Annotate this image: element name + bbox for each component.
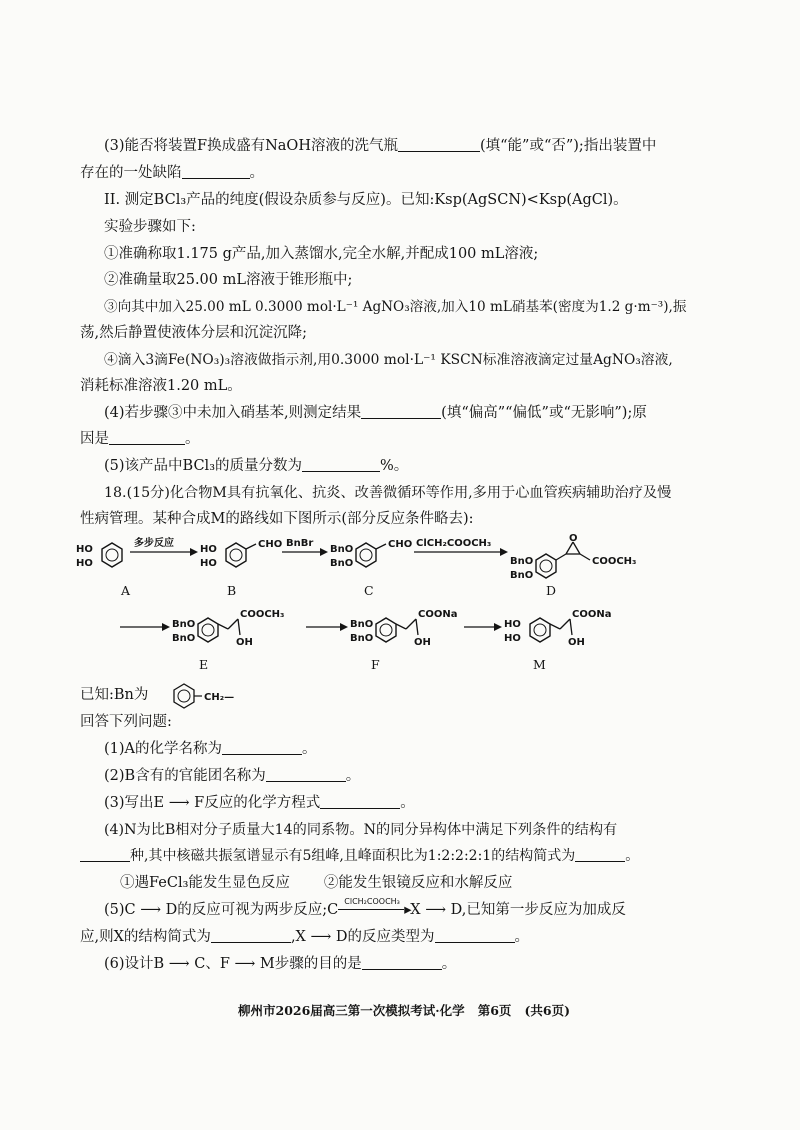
ho-label: HO bbox=[76, 558, 93, 569]
bno-label: BnO bbox=[350, 633, 374, 644]
answer-blank[interactable] bbox=[302, 457, 380, 472]
answer-intro: 回答下列问题: bbox=[80, 714, 172, 730]
sq1-text: (1)A的化学名称为 bbox=[104, 741, 223, 757]
sub-q1 bbox=[104, 740, 317, 758]
compound-b-structure bbox=[200, 539, 282, 569]
arrow-bc-label: BnBr bbox=[286, 538, 314, 549]
ho-label: HO bbox=[504, 619, 521, 630]
answer-blank[interactable] bbox=[80, 847, 130, 862]
q5-text-b: %。 bbox=[380, 458, 409, 474]
sub-q4-conditions bbox=[120, 874, 512, 892]
label-b: B bbox=[227, 583, 237, 598]
answer-blank[interactable] bbox=[575, 847, 625, 862]
sq4-text-b: 种,其中核磁共振氢谱显示有5组峰,且峰面积比为1:2:2:2:1的结构简式为 bbox=[130, 848, 576, 864]
cho-label: CHO bbox=[258, 539, 283, 550]
part2-title: II. 测定BCl₃产品的纯度(假设杂质参与反应)。已知:Ksp(AgSCN)<Ksp(AgCl)。 bbox=[104, 192, 628, 208]
ho-label: HO bbox=[200, 544, 217, 555]
step2: ②准确量取25.00 mL溶液于锥形瓶中; bbox=[104, 272, 353, 288]
sub-q2 bbox=[104, 767, 360, 785]
known-bn bbox=[80, 686, 148, 704]
benzyl-structure bbox=[166, 680, 256, 710]
arrow-icon: ⟶ bbox=[164, 795, 195, 811]
ch2-label: CH₂— bbox=[204, 692, 235, 703]
sq5-arrow-label: ClCH₂COOCH₃ bbox=[344, 897, 400, 906]
condition-2: ②能发生银镜反应和水解反应 bbox=[323, 875, 513, 891]
bno-label: BnO bbox=[510, 570, 534, 581]
arrow-icon: ⟶ bbox=[229, 956, 260, 972]
step4-line2: 消耗标准溶液1.20 mL。 bbox=[80, 378, 242, 394]
sq3-end: 。 bbox=[400, 795, 415, 811]
sq4-end: 。 bbox=[625, 848, 640, 864]
answer-blank[interactable] bbox=[266, 767, 346, 782]
label-c: C bbox=[364, 583, 374, 598]
sq6-text-b: C、F bbox=[194, 956, 230, 972]
q5-line bbox=[104, 457, 408, 475]
condition-1: ①遇FeCl₃能发生显色反应 bbox=[120, 875, 290, 891]
sq5-text-f: ,X bbox=[290, 929, 306, 945]
arrow-icon: ⟶ bbox=[420, 902, 451, 918]
sq5-text-d: D,已知第一步反应为加成反 bbox=[450, 902, 626, 918]
label-d: D bbox=[546, 583, 557, 598]
compound-c-structure bbox=[330, 539, 412, 569]
q3-line1 bbox=[104, 137, 656, 155]
coona-label: COONa bbox=[418, 609, 458, 620]
bno-label: BnO bbox=[172, 633, 196, 644]
bno-label: BnO bbox=[350, 619, 374, 630]
sq5-text-b: D的反应可视为两步反应;C bbox=[165, 902, 339, 918]
q3-text-a: (3)能否将装置F换成盛有NaOH溶液的洗气瓶 bbox=[104, 138, 398, 154]
steps-intro: 实验步骤如下: bbox=[104, 219, 196, 235]
sq3-text-b: F反应的化学方程式 bbox=[194, 795, 321, 811]
answer-blank[interactable] bbox=[182, 164, 250, 179]
arrow-icon: ⟶ bbox=[135, 902, 166, 918]
reaction-scheme-row1 bbox=[72, 532, 772, 602]
answer-blank[interactable] bbox=[398, 137, 480, 152]
q5-text-a: (5)该产品中BCl₃的质量分数为 bbox=[104, 458, 303, 474]
step3-line1: ③向其中加入25.00 mL 0.3000 mol·L⁻¹ AgNO₃溶液,加入10 mL硝基苯(密度为1.2 g·m⁻³),振 bbox=[104, 299, 687, 315]
ho-label: HO bbox=[76, 544, 93, 555]
step1: ①准确称取1.175 g产品,加入蒸馏水,完全水解,并配成100 mL溶液; bbox=[104, 246, 539, 262]
ho-label: HO bbox=[200, 558, 217, 569]
compound-f-structure bbox=[350, 609, 457, 648]
bno-label: BnO bbox=[510, 556, 534, 567]
q4-text-b: (填“偏高”“偏低”或“无影响”);原 bbox=[441, 405, 647, 421]
q18-intro-1: 18.(15分)化合物M具有抗氧化、抗炎、改善微循环等作用,多用于心血管疾病辅助治疗及慢 bbox=[104, 485, 672, 501]
q18-intro-2: 性病管理。某种合成M的路线如下图所示(部分反应条件略去): bbox=[80, 511, 474, 527]
coona-label: COONa bbox=[572, 609, 612, 620]
arrow-ab-label: 多步反应 bbox=[134, 538, 174, 549]
sub-q4-line1: (4)N为比B相对分子质量大14的同系物。N的同分异构体中满足下列条件的结构有 bbox=[104, 822, 618, 838]
q4-text-a: (4)若步骤③中未加入硝基苯,则测定结果 bbox=[104, 405, 362, 421]
q3-text-b: (填“能”或“否”);指出装置中 bbox=[479, 138, 657, 154]
ester-label: COOCH₃ bbox=[592, 556, 637, 567]
sq5-text-a: (5)C bbox=[104, 902, 136, 918]
compound-a-structure bbox=[76, 543, 122, 569]
cho-label: CHO bbox=[388, 539, 413, 550]
oh-label: OH bbox=[236, 637, 253, 648]
sub-q5-line2 bbox=[80, 928, 529, 946]
q3-line2 bbox=[80, 164, 264, 182]
sub-q6 bbox=[104, 955, 456, 973]
step4-line1: ④滴入3滴Fe(NO₃)₃溶液做指示剂,用0.3000 mol·L⁻¹ KSCN标准溶液滴定过量AgNO₃溶液, bbox=[104, 352, 673, 368]
arrow-cd-label: ClCH₂COOCH₃ bbox=[416, 538, 492, 549]
answer-blank[interactable] bbox=[222, 740, 302, 755]
q4-text-d: 。 bbox=[185, 431, 200, 447]
compound-m-structure bbox=[504, 609, 611, 648]
step3-line2: 荡,然后静置使液体分层和沉淀沉降; bbox=[80, 325, 307, 341]
ho-label: HO bbox=[504, 633, 521, 644]
sq3-text-a: (3)写出E bbox=[104, 795, 165, 811]
compound-d-structure bbox=[510, 533, 636, 581]
answer-blank[interactable] bbox=[211, 928, 291, 943]
answer-blank[interactable] bbox=[320, 794, 400, 809]
page-footer: 柳州市2026届高三第一次模拟考试·化学 第6页 (共6页) bbox=[238, 1003, 570, 1018]
sq6-text-a: (6)设计B bbox=[104, 956, 165, 972]
known-text: 已知:Bn为 bbox=[80, 687, 149, 703]
sq1-end: 。 bbox=[302, 741, 317, 757]
sq5-text-e: 应,则X的结构简式为 bbox=[80, 929, 211, 945]
q4-line1 bbox=[104, 404, 647, 422]
sq5-text-g: D的反应类型为 bbox=[335, 929, 435, 945]
label-e: E bbox=[199, 657, 209, 672]
oh-label: OH bbox=[414, 637, 431, 648]
sub-q5-line1 bbox=[104, 897, 626, 919]
answer-blank[interactable] bbox=[109, 430, 185, 445]
labeled-arrow: ClCH₂COOCH₃ ▸ bbox=[338, 901, 410, 919]
q3-text-d: 。 bbox=[249, 165, 264, 181]
sub-q4-line2 bbox=[80, 847, 639, 865]
sq6-end: 。 bbox=[441, 956, 457, 972]
answer-blank[interactable] bbox=[435, 928, 515, 943]
q3-text-c: 存在的一处缺陷 bbox=[80, 165, 182, 181]
label-a: A bbox=[121, 583, 131, 598]
o-label: O bbox=[569, 533, 578, 544]
sq2-end: 。 bbox=[345, 768, 361, 784]
compound-e-structure bbox=[172, 609, 284, 648]
oh-label: OH bbox=[568, 637, 585, 648]
ester-label: COOCH₃ bbox=[240, 609, 285, 620]
q4-text-c: 因是 bbox=[80, 431, 109, 447]
bno-label: BnO bbox=[330, 558, 354, 569]
q4-line2 bbox=[80, 430, 200, 448]
sq5-text-c: X bbox=[410, 902, 421, 918]
answer-blank[interactable] bbox=[361, 404, 441, 419]
sub-q3 bbox=[104, 794, 415, 812]
sq6-text-c: M步骤的目的是 bbox=[259, 956, 362, 972]
sq5-end: 。 bbox=[514, 929, 530, 945]
bno-label: BnO bbox=[330, 544, 354, 555]
label-f: F bbox=[371, 657, 380, 672]
arrow-icon: ⟶ bbox=[164, 956, 195, 972]
label-m: M bbox=[533, 657, 546, 672]
sq2-text: (2)B含有的官能团名称为 bbox=[104, 768, 266, 784]
reaction-scheme-row2 bbox=[110, 605, 800, 675]
arrow-icon: ⟶ bbox=[305, 929, 336, 945]
bno-label: BnO bbox=[172, 619, 196, 630]
answer-blank[interactable] bbox=[362, 955, 442, 970]
